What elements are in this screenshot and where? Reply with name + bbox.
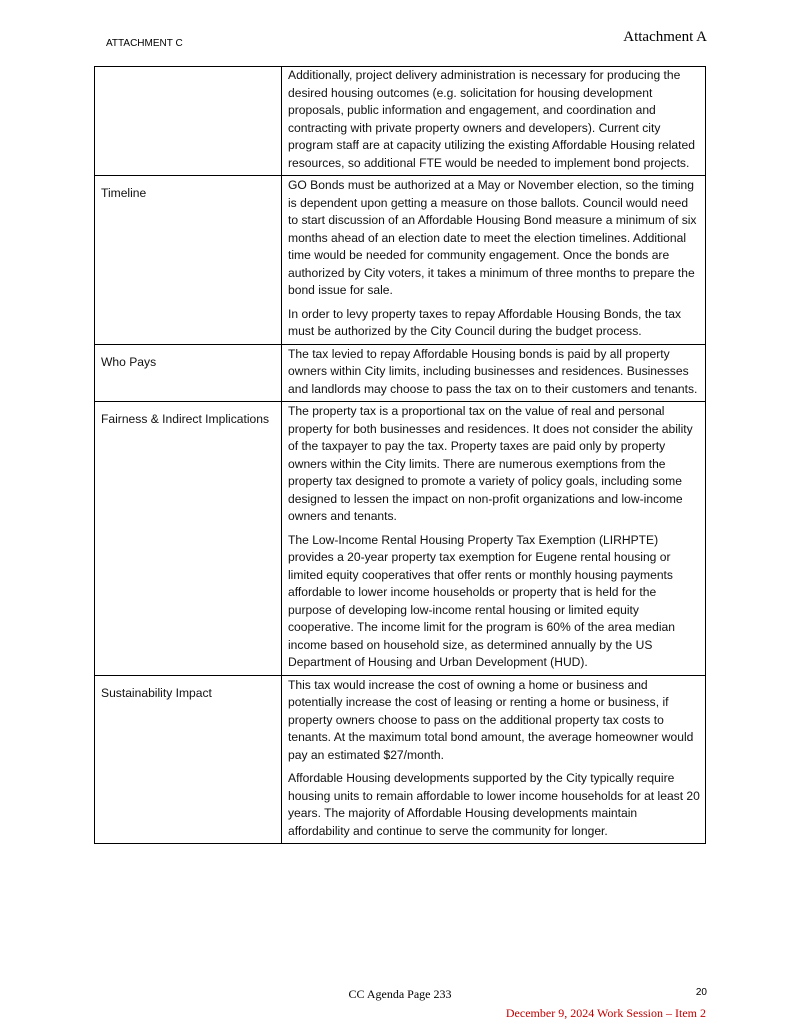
row-label: Sustainability Impact — [101, 685, 212, 700]
row-paragraph: The tax levied to repay Affordable Housing bonds is paid by all property owners within City limits, including businesses and residences. Businesses and landlords may choose to pass the tax on to their customers and tenants. — [288, 346, 698, 396]
row-label: Who Pays — [101, 354, 157, 369]
table-row — [95, 176, 706, 345]
row-label-cell — [95, 176, 282, 345]
row-text-cell — [282, 402, 706, 676]
work-session-label: December 9, 2024 Work Session – Item 2 — [505, 1006, 706, 1020]
row-paragraph: The property tax is a proportional tax on the value of real and personal property for both businesses and residences. It does not consider the ability of the taxpayer to pay the tax. Property taxes are paid only by property owners within the City limits. There are numerous exemptions from the property tax designed to promote a variety of policy goals, including some designed to lessen the impact on non-profit organizations and low-income owners and tenants. — [288, 404, 693, 523]
page-number: 20 — [695, 987, 707, 998]
row-paragraph: This tax would increase the cost of owning a home or business and potentially increase the cost of leasing or renting a home or business, if property owners choose to pass on the additional property tax costs to tenants. At the maximum total bond amount, the average homeowner would pay an estimated $27/month. — [288, 677, 694, 762]
row-paragraph: In order to levy property taxes to repay Affordable Housing Bonds, the tax must be authorized by the City Council during the budget process. — [288, 306, 682, 338]
table-row — [95, 675, 706, 844]
row-paragraph: The Low-Income Rental Housing Property Tax Exemption (LIRHPTE) provides a 20-year property tax exemption for Eugene rental housing or limited equity cooperatives that offer rents or monthly housing payments affordable to lower income households or property that is held for the purpose of developing low-income rental housing or limited equity cooperative. The income limit for the program is 60% of the area median income based on household size, as determined annually by the US Department of Housing and Urban Development (HUD). — [288, 532, 675, 669]
row-text-cell — [282, 344, 706, 402]
row-text-cell — [282, 176, 706, 345]
table-row — [95, 402, 706, 676]
attachment-c-label: ATTACHMENT C — [106, 38, 183, 49]
row-label: Timeline — [101, 186, 147, 200]
row-label-cell — [95, 402, 282, 676]
row-label-cell — [95, 344, 282, 402]
row-text-cell — [282, 67, 706, 176]
table-body — [95, 67, 706, 844]
row-label: Fairness & Indirect Implications — [101, 412, 270, 426]
row-paragraph: Affordable Housing developments supported by the City typically require housing units to remain affordable to lower income households for at least 20 years. The majority of Affordable Housing developments maintain affordability and continue to serve the community for longer. — [288, 771, 700, 838]
policy-analysis-table — [94, 66, 706, 844]
row-label-cell — [95, 67, 282, 176]
agenda-page-label: CC Agenda Page 233 — [348, 987, 452, 1001]
row-label-cell — [95, 675, 282, 844]
row-paragraph: Additionally, project delivery administration is necessary for producing the desired housing outcomes (e.g. solicitation for housing development proposals, public information and engagement, and coordination and contracting with private property owners and developers). Current city program staff are at capacity utilizing the existing Affordable Housing related resources, so additional FTE would be needed to implement bond projects. — [288, 68, 695, 170]
row-text-cell — [282, 675, 706, 844]
row-paragraph: GO Bonds must be authorized at a May or November election, so the timing is dependent upon getting a measure on those ballots. Council would need to start discussion of an Affordable Housing Bond measure a minimum of six months ahead of an election date to meet the election timelines. Additional time would be needed for community engagement. Once the bonds are authorized by City voters, it takes a minimum of three months to prepare the bond issue for sale. — [288, 178, 697, 297]
attachment-a-label: Attachment A — [623, 29, 707, 45]
table-row — [95, 67, 706, 176]
table-row — [95, 344, 706, 402]
